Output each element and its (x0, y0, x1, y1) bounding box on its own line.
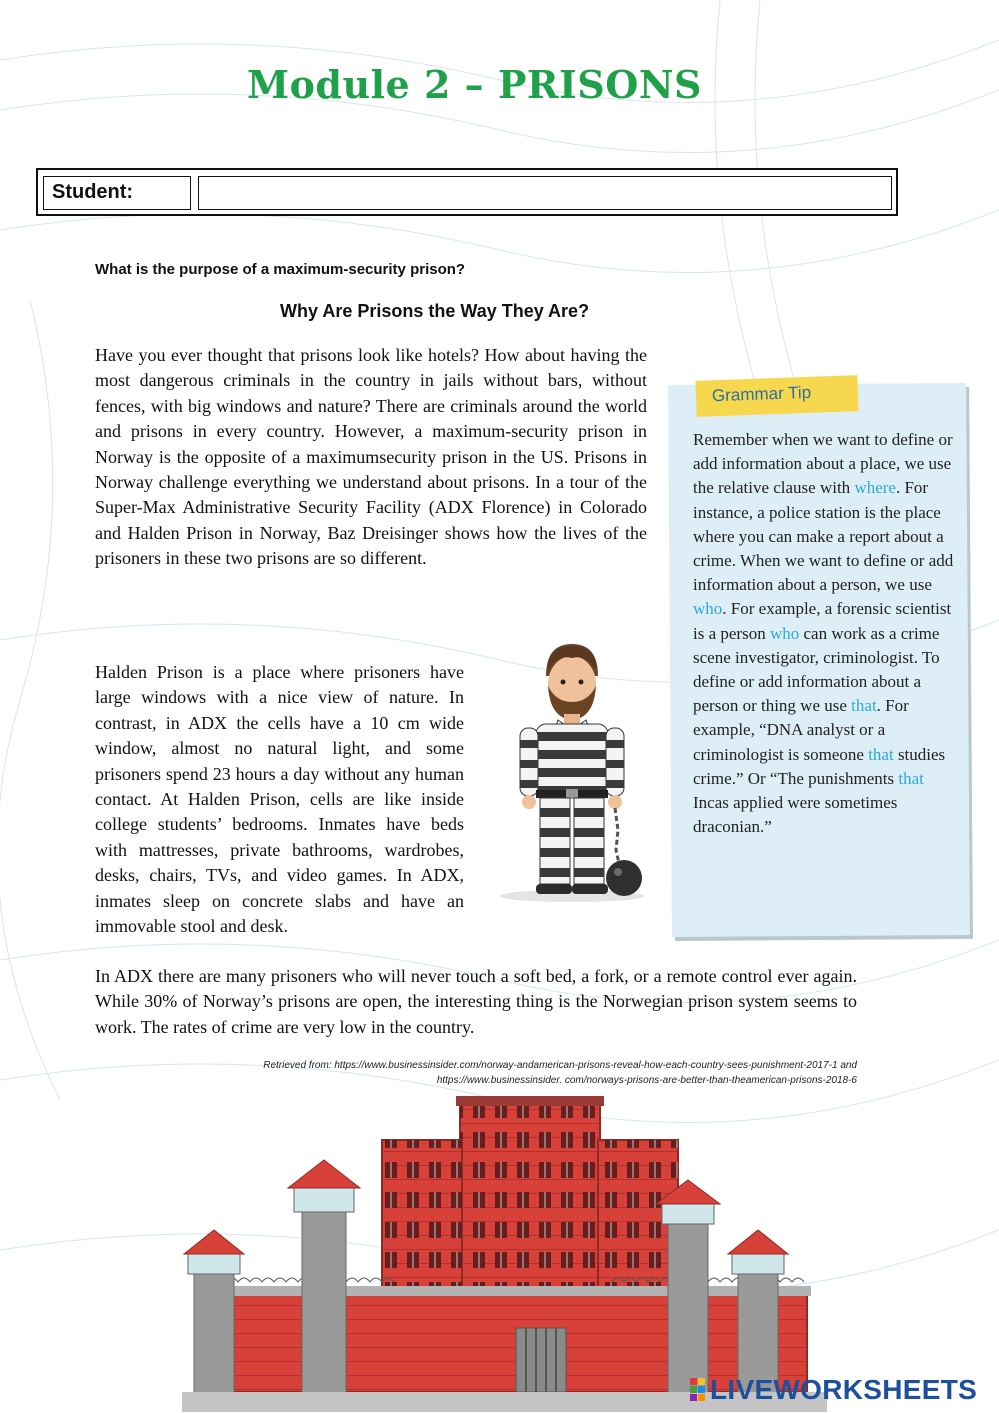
liveworksheets-logo-text: LIVEWORKSHEETS (710, 1374, 978, 1405)
liveworksheets-logo-icon (690, 1378, 706, 1402)
paragraph-intro: Have you ever thought that prisons look like hotels? How about having the most dangerous criminals in the country in jails without bars, without fences, with big windows and nature? There are criminals around the world and prisons in every country. However, a maximum-security prison in Norway is the opposite of a maximumsecurity prison in the US. Prisons in Norway challenge everything we understand about prisons. In a tour of the Super-Max Administrative Security Facility (ADX Florence) in Colorado and Halden Prison in Norway, Baz Dreisinger shows how the lives of the prisoners in these two prisons are so different. (95, 345, 647, 569)
keyword-where: where (854, 478, 896, 498)
grammar-tip-heading: Grammar Tip (695, 375, 858, 417)
student-row (36, 168, 898, 216)
question: What is the purpose of a maximum-security prison? (95, 261, 466, 278)
grammar-tip-card (664, 356, 976, 948)
prisoner-illustration (492, 640, 652, 902)
keyword-that: that (868, 744, 894, 764)
liveworksheets-logo[interactable] (690, 1374, 990, 1406)
keyword-who: who (693, 599, 723, 619)
page-title: Module 2 – PRISONS (247, 62, 702, 107)
student-name-input[interactable] (198, 176, 892, 210)
keyword-that: that (851, 696, 877, 716)
paragraph-conclusion: In ADX there are many prisoners who will never touch a soft bed, a fork, or a remote control ever again. While 30% of Norway’s prisons are open, the interesting thing is the Norwegian prison system seems to work. The rates of crime are very low in the country. (95, 966, 857, 1037)
paragraph-halden: Halden Prison is a place where prisoners have large windows with a nice view of nature. In contrast, in ADX the cells have a 10 cm wide window, almost no natural light, and some prisoners spend 23 hours a day without any human contact. At Halden Prison, cells are like inside college students’ bedrooms. Inmates have beds with mattresses, private bathrooms, wardrobes, desks, chairs, TVs, and video games. In ADX, inmates sleep on concrete slabs and have an immovable stool and desk. (95, 662, 464, 937)
source-credit-line-2: https://www.businessinsider. com/norways-prisons-are-better-than-theamerican-prisons-2018-6 (436, 1075, 857, 1086)
article-title: Why Are Prisons the Way They Are? (280, 301, 590, 321)
keyword-who: who (769, 623, 800, 643)
keyword-that: that (898, 768, 924, 788)
prison-illustration (182, 1096, 827, 1412)
student-label: Student: (43, 176, 191, 210)
grammar-tip-text: Remember when we want to define or add information about a place, we use the relative clause with where. For instance, a police station is the place where you can make a report about a crime. When we want to define or add information about a person, we use who. For example, a forensic scientist is a person who can work as a crime scene investigator, criminologist. To define or add information about a person or thing we use that. For example, “DNA analyst or a criminologist is someone that studies crime.” Or “The punishments that Incas applied were sometimes draconian.” (693, 430, 954, 837)
source-credit-line-1: Retrieved from: https://www.businessinsider.com/norway-andamerican-prisons-reveal-how-each-country-sees-punishment-2017-1 and (263, 1060, 857, 1071)
source-credit (100, 1058, 857, 1088)
